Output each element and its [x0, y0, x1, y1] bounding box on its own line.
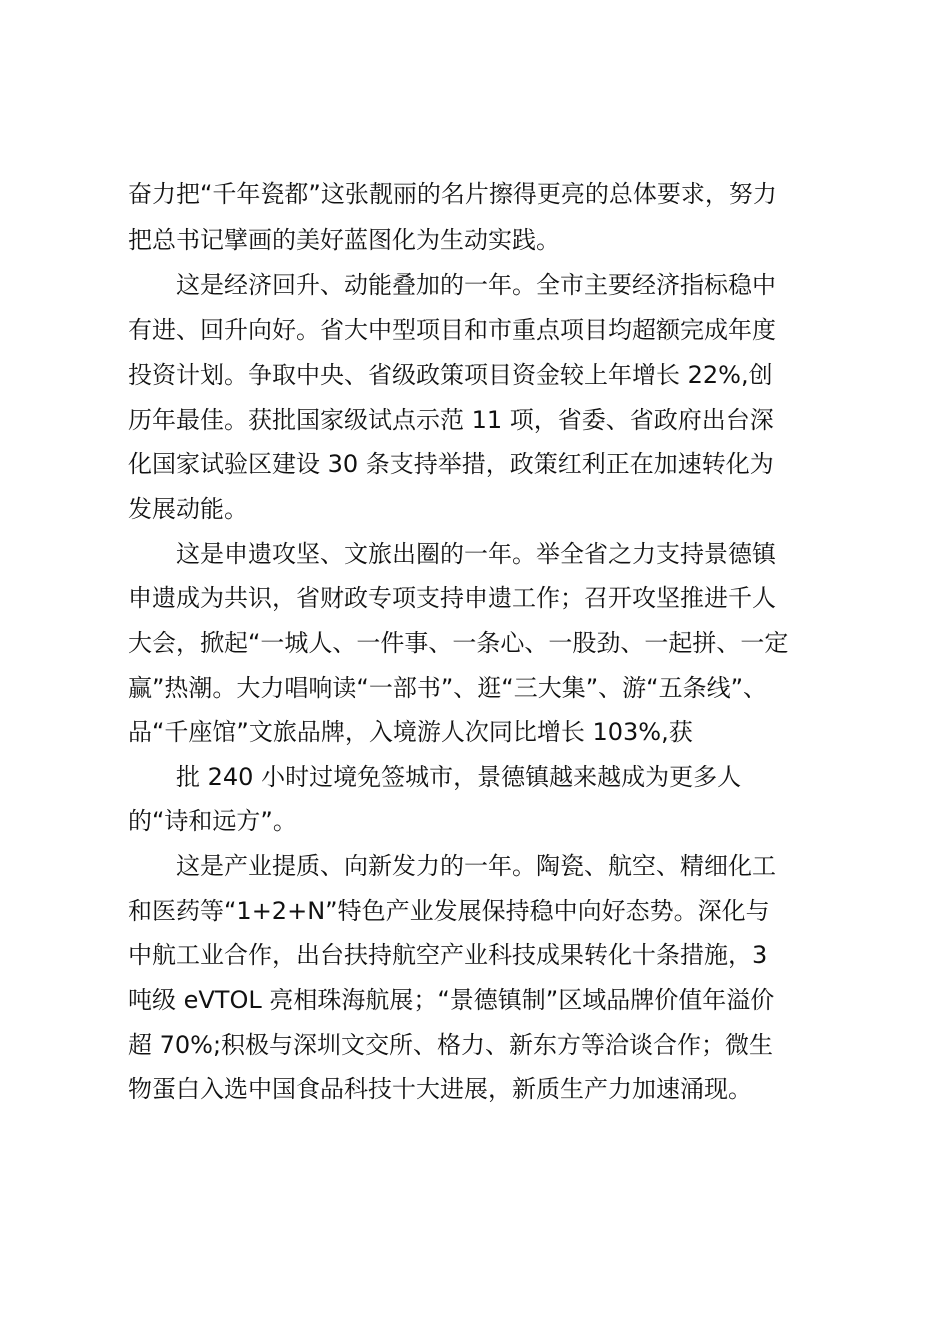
paragraph-2-line-6: 发展动能。	[128, 495, 248, 523]
paragraph-4-line-5: 超 70%;积极与深圳文交所、格力、新东方等洽谈合作；微生	[128, 1031, 774, 1059]
paragraph-3-line-6: 批 240 小时过境免签城市，景德镇越来越成为更多人	[176, 763, 742, 791]
paragraph-3-line-1: 这是申遗攻坚、文旅出圈的一年。举全省之力支持景德镇	[176, 540, 776, 568]
paragraph-2-line-2: 有进、回升向好。省大中型项目和市重点项目均超额完成年度	[128, 316, 776, 344]
paragraph-4-line-1: 这是产业提质、向新发力的一年。陶瓷、航空、精细化工	[176, 852, 776, 880]
paragraph-4-line-6: 物蛋白入选中国食品科技十大进展，新质生产力加速涌现。	[128, 1075, 752, 1103]
paragraph-4-line-4: 吨级 eVTOL 亮相珠海航展；“景德镇制”区域品牌价值年溢价	[128, 986, 775, 1014]
paragraph-1-line-1: 奋力把“千年瓷都”这张靓丽的名片擦得更亮的总体要求，努力	[128, 180, 777, 208]
paragraph-3-line-2: 申遗成为共识，省财政专项支持申遗工作；召开攻坚推进千人	[128, 584, 776, 612]
paragraph-3-line-4: 赢”热潮。大力唱响读“一部书”、逛“三大集”、游“五条线”、	[128, 674, 768, 702]
paragraph-2-line-5: 化国家试验区建设 30 条支持举措，政策红利正在加速转化为	[128, 450, 774, 478]
paragraph-3-line-5: 品“千座馆”文旅品牌，入境游人次同比增长 103%,获	[128, 718, 693, 746]
paragraph-3-line-7: 的“诗和远方”。	[128, 807, 297, 835]
paragraph-4-line-2: 和医药等“1+2+N”特色产业发展保持稳中向好态势。深化与	[128, 897, 770, 925]
paragraph-2-line-1: 这是经济回升、动能叠加的一年。全市主要经济指标稳中	[176, 271, 776, 299]
paragraph-1-line-2: 把总书记擘画的美好蓝图化为生动实践。	[128, 226, 560, 254]
paragraph-4-line-3: 中航工业合作，出台扶持航空产业科技成果转化十条措施，3	[128, 941, 768, 969]
paragraph-3-line-3: 大会，掀起“一城人、一件事、一条心、一股劲、一起拼、一定	[128, 629, 789, 657]
paragraph-2-line-3: 投资计划。争取中央、省级政策项目资金较上年增长 22%,创	[128, 361, 773, 389]
paragraph-2-line-4: 历年最佳。获批国家级试点示范 11 项，省委、省政府出台深	[128, 406, 774, 434]
